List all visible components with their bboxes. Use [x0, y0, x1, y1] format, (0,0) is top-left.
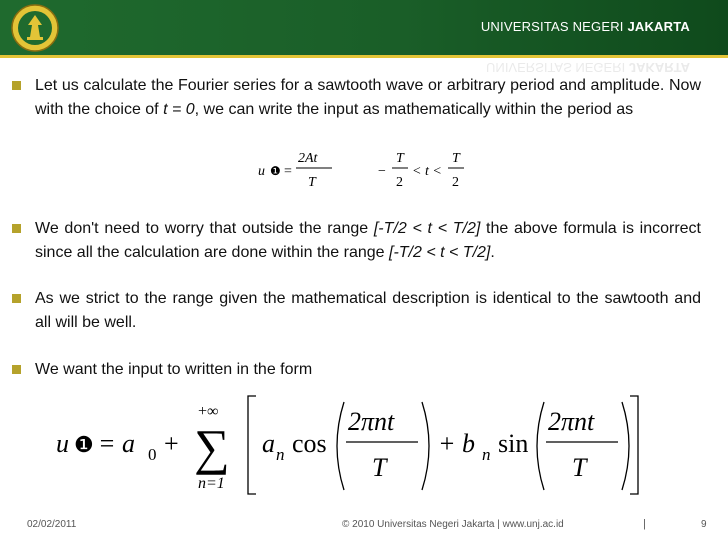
eq1-u: u: [258, 164, 265, 179]
equation-fourier-series: [40, 392, 680, 504]
eq1-range-left-den: 2: [396, 175, 403, 190]
eq2-u: u: [56, 429, 69, 458]
eq1-range-right-num: T: [452, 151, 460, 166]
eq2-arg-glyph: ❶: [74, 432, 94, 457]
bullet-marker: [12, 294, 21, 303]
eq2-sin: sin: [498, 429, 529, 458]
eq1-arg-glyph: ❶: [270, 164, 281, 178]
eq2-bn-sub: n: [482, 445, 491, 464]
equation-sawtooth-definition: [240, 148, 480, 194]
eq2-cos-denominator: T: [372, 453, 387, 482]
eq1-equals: =: [284, 164, 292, 179]
eq1-minus: −: [378, 164, 386, 179]
eq2-plus: +: [164, 429, 179, 458]
footer-copyright: © 2010 Universitas Negeri Jakarta | www.unj.ac.id: [342, 519, 564, 530]
bullet-marker: [12, 81, 21, 90]
eq2-an-sub: n: [276, 445, 285, 464]
university-seal-icon: [10, 3, 60, 53]
eq2-sin-numerator: 2πnt: [548, 407, 595, 436]
bullet-marker: [12, 224, 21, 233]
eq1-range-mid: < t <: [412, 164, 442, 179]
university-name: UNIVERSITAS NEGERI JAKARTA: [480, 19, 690, 34]
eq1-range-right-den: 2: [452, 175, 459, 190]
header-gold-strip: [0, 55, 728, 58]
eq2-sum-upper: +∞: [198, 403, 219, 420]
eq2-equals-a: = a: [98, 429, 136, 458]
eq2-cos-numerator: 2πnt: [348, 407, 395, 436]
footer-date: 02/02/2011: [27, 519, 77, 530]
eq1-denominator: T: [308, 175, 316, 190]
eq2-sum-lower: n=1: [198, 475, 225, 492]
paragraph-input-form: We want the input to written in the form: [35, 361, 313, 378]
bullet-marker: [12, 365, 21, 374]
eq2-an: a: [262, 429, 275, 458]
eq1-range-left-num: T: [396, 151, 404, 166]
paragraph-sawtooth-identical: As we strict to the range given the mathematical description is identical to the sawtooth and all will be well.: [35, 290, 701, 331]
eq2-sin-denominator: T: [572, 453, 587, 482]
eq2-sum-symbol: ∑: [194, 419, 230, 475]
eq1-numerator: 2At: [298, 151, 318, 166]
eq2-a0-sub: 0: [148, 445, 157, 464]
paragraph-range-note: We don't need to worry that outside the range [-T/2 < t < T/2] the above formula is incorrect since all the calculation are done within the range [-T/2 < t < T/2].: [35, 220, 702, 261]
paragraph-fourier-intro: Let us calculate the Fourier series for a sawtooth wave or arbitrary period and amplitude. Now with the choice of t = 0, we can write the input as mathematically within the period as: [35, 77, 701, 118]
eq2-plus-bn: + b: [438, 429, 476, 458]
footer-separator: |: [643, 518, 646, 530]
eq2-cos: cos: [292, 429, 327, 458]
university-name-reflection: UNIVERSITAS NEGERI JAKARTA: [486, 60, 690, 75]
slide-number: 9: [701, 519, 707, 530]
header-bar: [0, 0, 728, 55]
